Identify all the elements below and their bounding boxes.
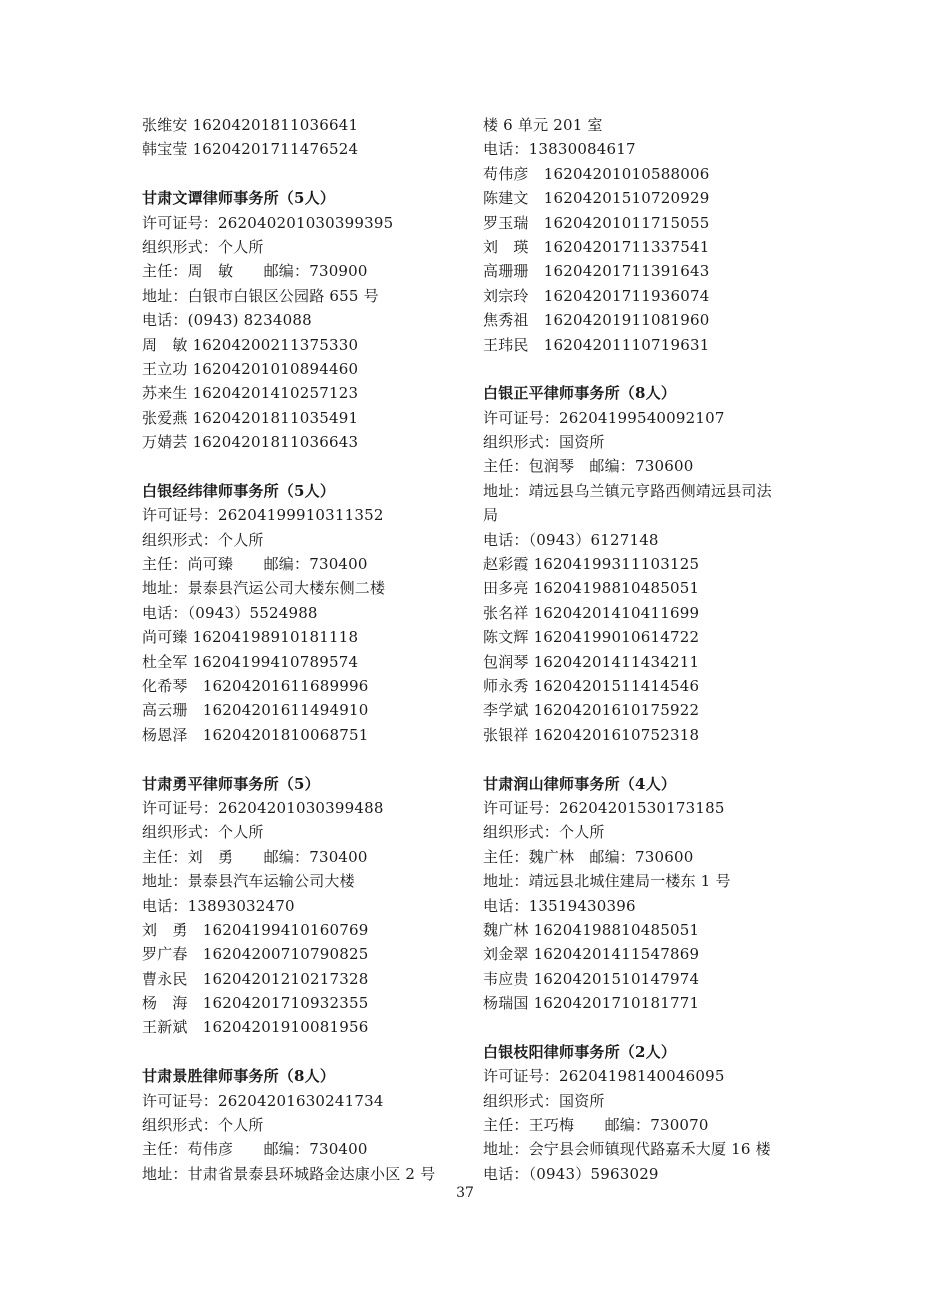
firm-heading: 白银正平律师事务所（8人） — [483, 384, 677, 403]
text-line: 陈建文 16204201510720929 — [483, 189, 710, 208]
text-line: 罗广春 16204200710790825 — [142, 945, 369, 964]
firm-heading: 甘肃润山律师事务所（4人） — [483, 774, 677, 793]
text-line: 杜全军 16204199410789574 — [142, 652, 359, 671]
firm-heading: 甘肃勇平律师事务所（5） — [142, 774, 320, 793]
text-line: 主任：包润琴 邮编：730600 — [483, 457, 694, 476]
text-line: 许可证号：26204201630241734 — [142, 1091, 384, 1110]
text-line: 张名祥 16204201410411699 — [483, 603, 700, 622]
text-line: 主任：尚可臻 邮编：730400 — [142, 555, 368, 574]
text-line: 尚可臻 16204198910181118 — [142, 628, 359, 647]
text-line: 局 — [483, 506, 499, 525]
text-line: 许可证号：26204199910311352 — [142, 506, 384, 525]
text-line: 电话：（0943）6127148 — [483, 530, 659, 549]
text-line: 地址：会宁县会师镇现代路嘉禾大厦 16 楼 — [483, 1140, 771, 1159]
text-line: 张爱燕 16204201811035491 — [142, 408, 359, 427]
text-line: 地址：景泰县汽运公司大楼东侧二楼 — [142, 579, 386, 598]
section-spacer — [142, 454, 462, 478]
text-line: 电话：13893032470 — [142, 896, 295, 915]
section-spacer — [142, 747, 462, 771]
text-line: 组织形式：个人所 — [142, 823, 264, 842]
text-line: 师永秀 16204201511414546 — [483, 676, 700, 695]
firm-heading: 甘肃文谭律师事务所（5人） — [142, 189, 336, 208]
text-line: 楼 6 单元 201 室 — [483, 116, 603, 134]
text-line: 地址：靖远县北城住建局一楼东 1 号 — [483, 872, 731, 891]
section-spacer — [483, 1015, 813, 1039]
text-line: 电话：13519430396 — [483, 896, 636, 915]
text-line: 曹永民 16204201210217328 — [142, 969, 369, 988]
text-line: 苏来生 16204201410257123 — [142, 384, 359, 403]
text-line: 电话：（0943）5963029 — [483, 1164, 659, 1183]
text-line: 王新斌 16204201910081956 — [142, 1018, 369, 1037]
text-line: 刘宗玲 16204201711936074 — [483, 286, 710, 305]
text-line: 杨瑞国 16204201710181771 — [483, 994, 700, 1013]
firm-heading: 白银经纬律师事务所（5人） — [142, 481, 336, 500]
text-line: 包润琴 16204201411434211 — [483, 652, 700, 671]
text-line: 主任：魏广林 邮编：730600 — [483, 847, 694, 866]
text-line: 高珊珊 16204201711391643 — [483, 262, 710, 281]
text-line: 万婧芸 16204201811036643 — [142, 433, 359, 452]
text-line: 杨 海 16204201710932355 — [142, 994, 369, 1013]
text-line: 王立功 16204201010894460 — [142, 359, 359, 378]
right-column — [483, 113, 813, 1186]
text-line: 电话：13830084617 — [483, 140, 636, 159]
text-line: 电话：（0943）5524988 — [142, 603, 318, 622]
section-spacer — [142, 162, 462, 186]
section-spacer — [142, 1040, 462, 1064]
text-line: 王玮民 16204201110719631 — [483, 335, 710, 354]
text-line: 罗玉瑞 16204201011715055 — [483, 213, 710, 232]
text-line: 化希琴 16204201611689996 — [142, 676, 369, 695]
text-line: 张银祥 16204201610752318 — [483, 725, 700, 744]
text-line: 杨恩泽 16204201810068751 — [142, 725, 369, 744]
text-line: 组织形式：个人所 — [142, 1116, 264, 1135]
text-line: 许可证号：26204020103039939​5 — [142, 213, 394, 232]
left-column — [142, 113, 462, 1186]
text-line: 主任：苟伟彦 邮编：730400 — [142, 1140, 368, 1159]
text-line: 组织形式：个人所 — [142, 530, 264, 549]
text-line: 主任：刘 勇 邮编：730400 — [142, 847, 368, 866]
text-line: 刘金翠 16204201411547869 — [483, 945, 700, 964]
text-line: 苟伟彦 16204201010588006 — [483, 164, 710, 183]
text-line: 电话：(0943) 8234088 — [142, 311, 312, 330]
text-line: 许可证号：26204198140046095 — [483, 1067, 725, 1086]
text-line: 组织形式：个人所 — [483, 823, 605, 842]
text-line: 陈文辉 16204199010614722 — [483, 628, 700, 647]
text-line: 许可证号：26204201530173185 — [483, 798, 725, 817]
text-line: 韩宝莹 16204201711476524 — [142, 140, 359, 159]
text-line: 韦应贵 16204201510147974 — [483, 969, 700, 988]
section-spacer — [483, 357, 813, 381]
text-line: 组织形式：个人所 — [142, 237, 264, 256]
text-line: 李学斌 16204201610175922 — [483, 701, 700, 720]
text-line: 地址：靖远县乌兰镇元亨路西侧靖远县司法 — [483, 481, 772, 500]
text-line: 高云珊 16204201611494910 — [142, 701, 369, 720]
page-number: 37 — [456, 1185, 474, 1201]
text-line: 田多亮 16204198810485051 — [483, 579, 700, 598]
text-line: 地址：甘肃省景泰县环城路金达康小区 2 号 — [142, 1164, 436, 1183]
firm-heading: 甘肃景胜律师事务所（8人） — [142, 1067, 336, 1086]
text-line: 主任：周 敏 邮编：730900 — [142, 262, 368, 281]
text-line: 刘 勇 16204199410160769 — [142, 920, 369, 939]
text-line: 许可证号：26204199540092107 — [483, 408, 725, 427]
text-line: 地址：景泰县汽车运输公司大楼 — [142, 872, 355, 891]
firm-heading: 白银枝阳律师事务所（2人） — [483, 1042, 677, 1061]
text-line: 组织形式：国资所 — [483, 1091, 605, 1110]
section-spacer — [483, 747, 813, 771]
text-line: 地址：白银市白银区公园路 655 号 — [142, 286, 379, 305]
text-line: 张维安 16204201811036641 — [142, 116, 359, 134]
text-line: 主任：王巧梅 邮编：730070 — [483, 1116, 709, 1135]
text-line: 魏广林 16204198810485051 — [483, 920, 700, 939]
text-line: 焦秀祖 16204201911081960 — [483, 311, 710, 330]
text-line: 刘 瑛 16204201711337541 — [483, 237, 710, 256]
text-line: 组织形式：国资所 — [483, 433, 605, 452]
text-line: 赵彩霞 16204199311103125 — [483, 555, 700, 574]
text-line: 周 敏 16204200211375330 — [142, 335, 359, 354]
text-line: 许可证号：26204201030399488 — [142, 798, 384, 817]
